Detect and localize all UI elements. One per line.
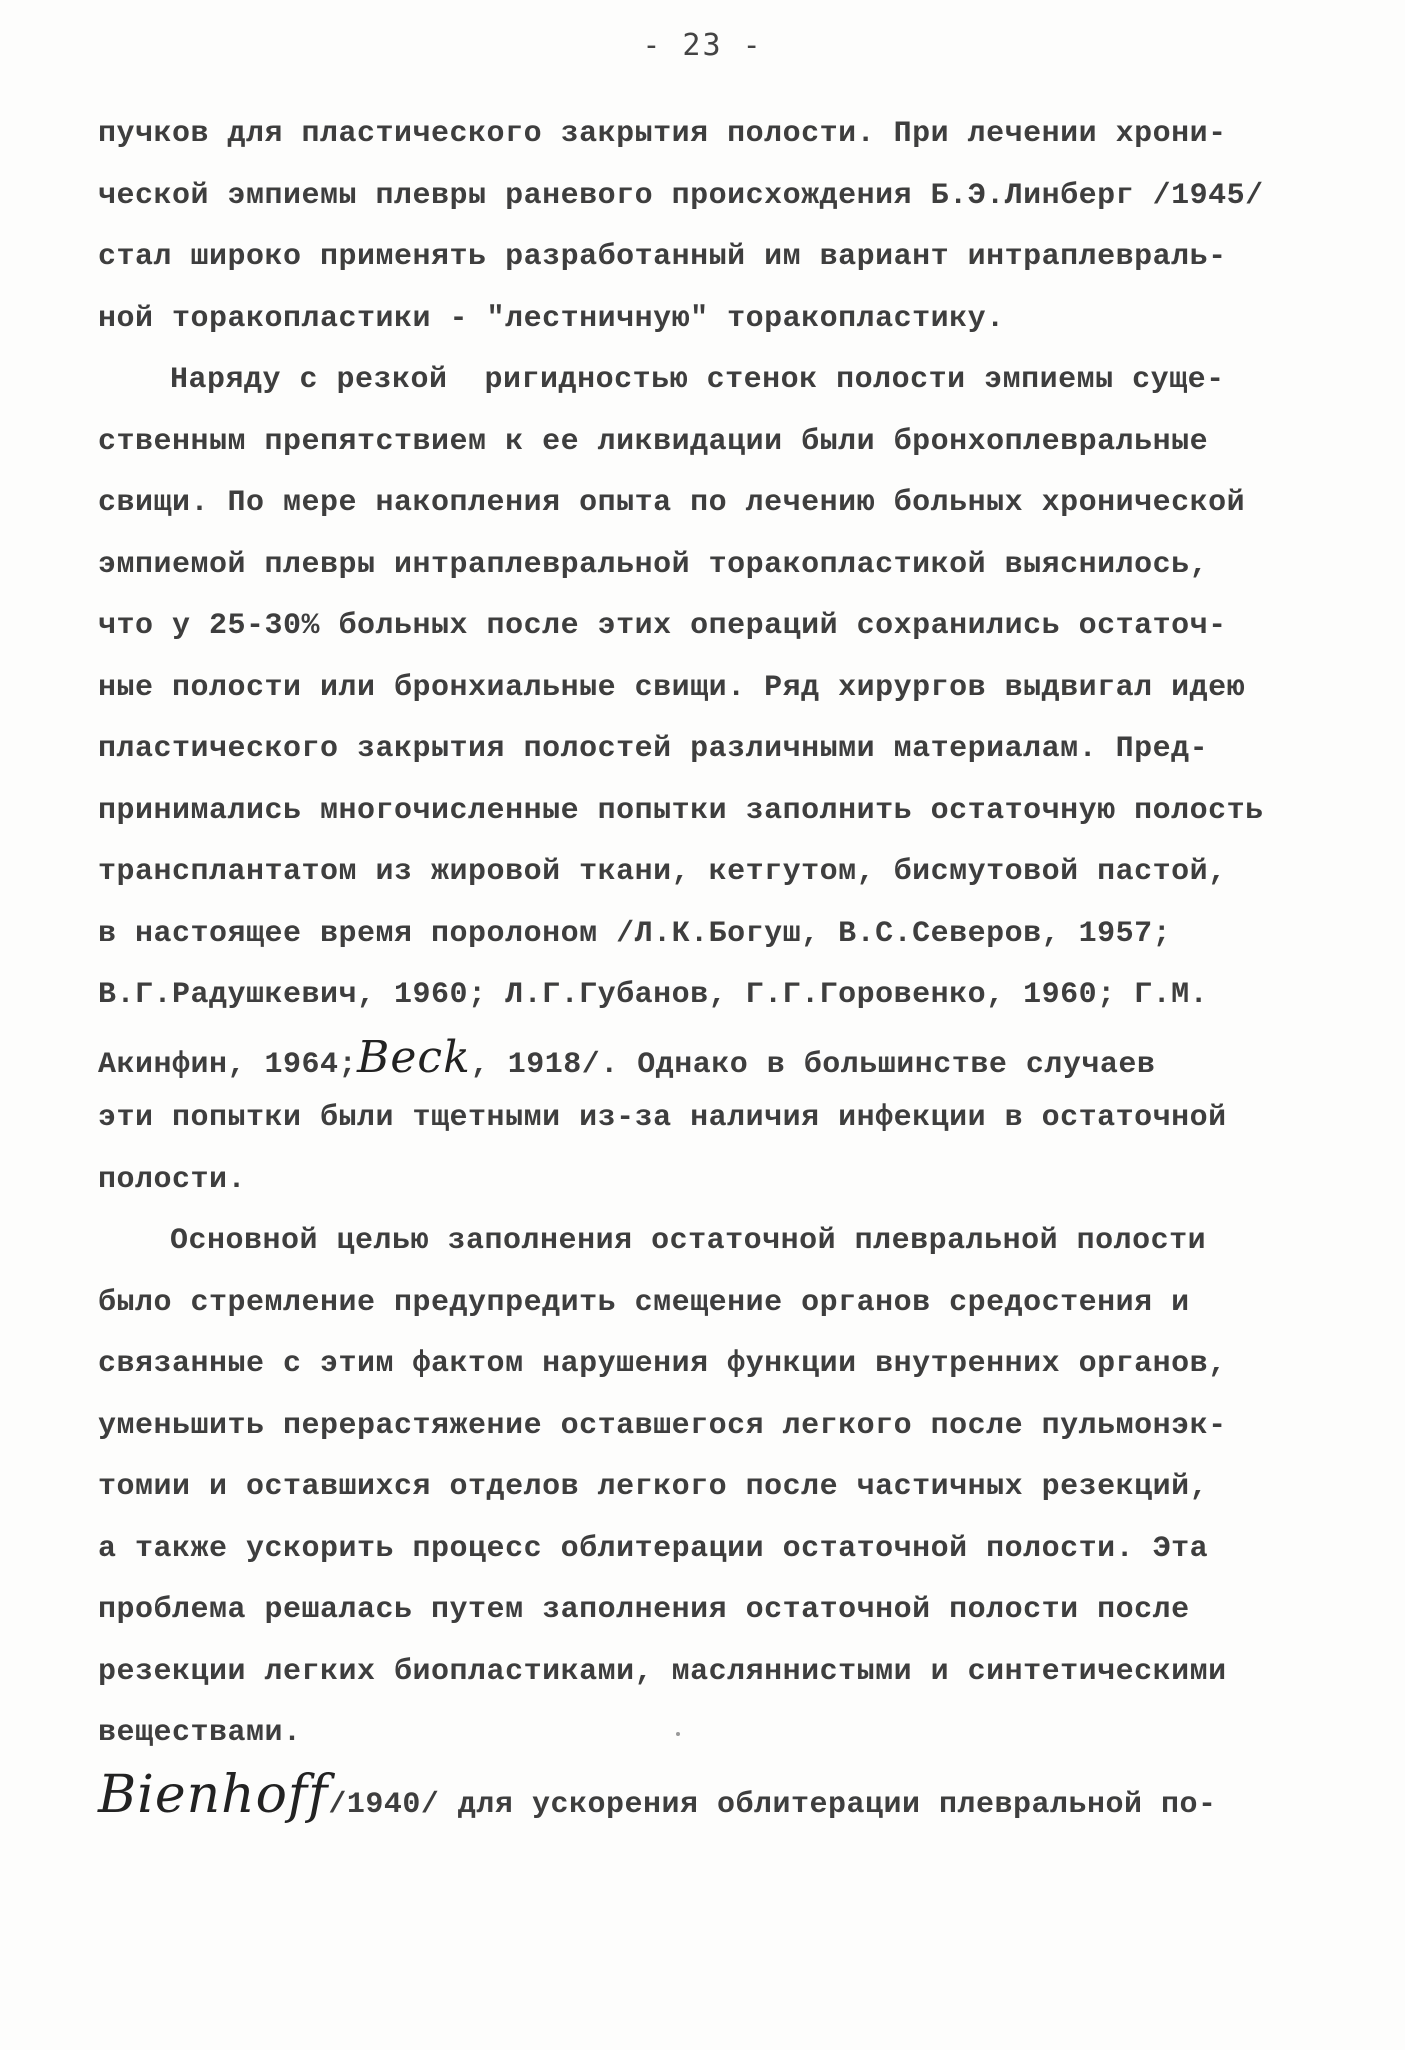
text-line-with-handwriting	[98, 1027, 1328, 1089]
citation-suffix: /1940/ для ускорения облитерации плевральной по-	[328, 1787, 1217, 1822]
paper-speck	[676, 1732, 680, 1736]
text-line: уменьшить перерастяжение оставшегося легкого после пульмонэк-	[98, 1408, 1227, 1443]
text-line-with-handwriting	[98, 1765, 1328, 1827]
text-line: резекции легких биопластиками, масляннистыми и синтетическими	[98, 1654, 1227, 1689]
text-line: проблема решалась путем заполнения остаточной полости после	[98, 1593, 1190, 1627]
text-line: связанные с этим фактом нарушения функции внутренних органов,	[98, 1347, 1227, 1381]
text-line: принимались многочисленные попытки заполнить остаточную полость	[98, 793, 1264, 828]
text-line: ной торакопластики - "лестничную" торакопластику.	[98, 301, 1005, 336]
text-line: эмпиемой плевры интраплевральной торакопластикой выяснилось,	[98, 547, 1209, 582]
paragraph-1	[98, 104, 1328, 350]
handwritten-author-bienhoff: Bienhoff	[98, 1764, 329, 1825]
text-line: эти попытки были тщетными из-за наличия инфекции в остаточной	[98, 1101, 1227, 1135]
paragraph-4	[98, 1765, 1328, 1827]
handwritten-author-beck: Beck	[357, 1031, 471, 1083]
paragraph-2	[98, 350, 1328, 1211]
text-line: что у 25-30% больных после этих операций сохранились остаточ-	[98, 609, 1227, 643]
text-line: Основной целью заполнения остаточной плевральной полости	[170, 1224, 1207, 1258]
text-line: было стремление предупредить смещение органов средостения и	[98, 1285, 1190, 1320]
text-line: в настоящее время поролоном /Л.К.Богуш, В.С.Северов, 1957;	[98, 916, 1172, 951]
text-line: ные полости или бронхиальные свищи. Ряд хирургов выдвигал идею	[98, 670, 1246, 705]
page-number: - 23 -	[642, 28, 763, 63]
text-line: свищи. По мере накопления опыта по лечению больных хронической	[98, 486, 1246, 520]
text-line: ческой эмпиемы плевры раневого происхождения Б.Э.Линберг /1945/	[98, 178, 1264, 213]
citation-suffix: , 1918/. Однако в большинстве случаев	[470, 1047, 1156, 1082]
text-line: а также ускорить процесс облитерации остаточной полости. Эта	[98, 1531, 1209, 1566]
paragraph-3	[98, 1211, 1328, 1765]
text-line: полости.	[98, 1162, 247, 1197]
text-line: ственным препятствием к ее ликвидации были бронхоплевральные	[98, 424, 1209, 459]
text-line: пучков для пластического закрытия полости. При лечении хрони-	[98, 117, 1227, 151]
text-line: В.Г.Радушкевич, 1960; Л.Г.Губанов, Г.Г.Горовенко, 1960; Г.М.	[98, 978, 1209, 1012]
text-line: трансплантатом из жировой ткани, кетгутом, бисмутовой пастой,	[98, 855, 1227, 889]
text-line: пластического закрытия полостей различными материалам. Пред-	[98, 732, 1209, 766]
citation-prefix: Акинфин, 1964;	[98, 1047, 358, 1082]
text-line: стал широко применять разработанный им вариант интраплевраль-	[98, 240, 1227, 274]
text-line: веществами.	[98, 1716, 302, 1750]
body-text	[98, 104, 1328, 1826]
text-line: Наряду с резкой ригидностью стенок полости эмпиемы суще-	[170, 363, 1225, 397]
text-line: томии и оставшихся отделов легкого после частичных резекций,	[98, 1470, 1209, 1504]
